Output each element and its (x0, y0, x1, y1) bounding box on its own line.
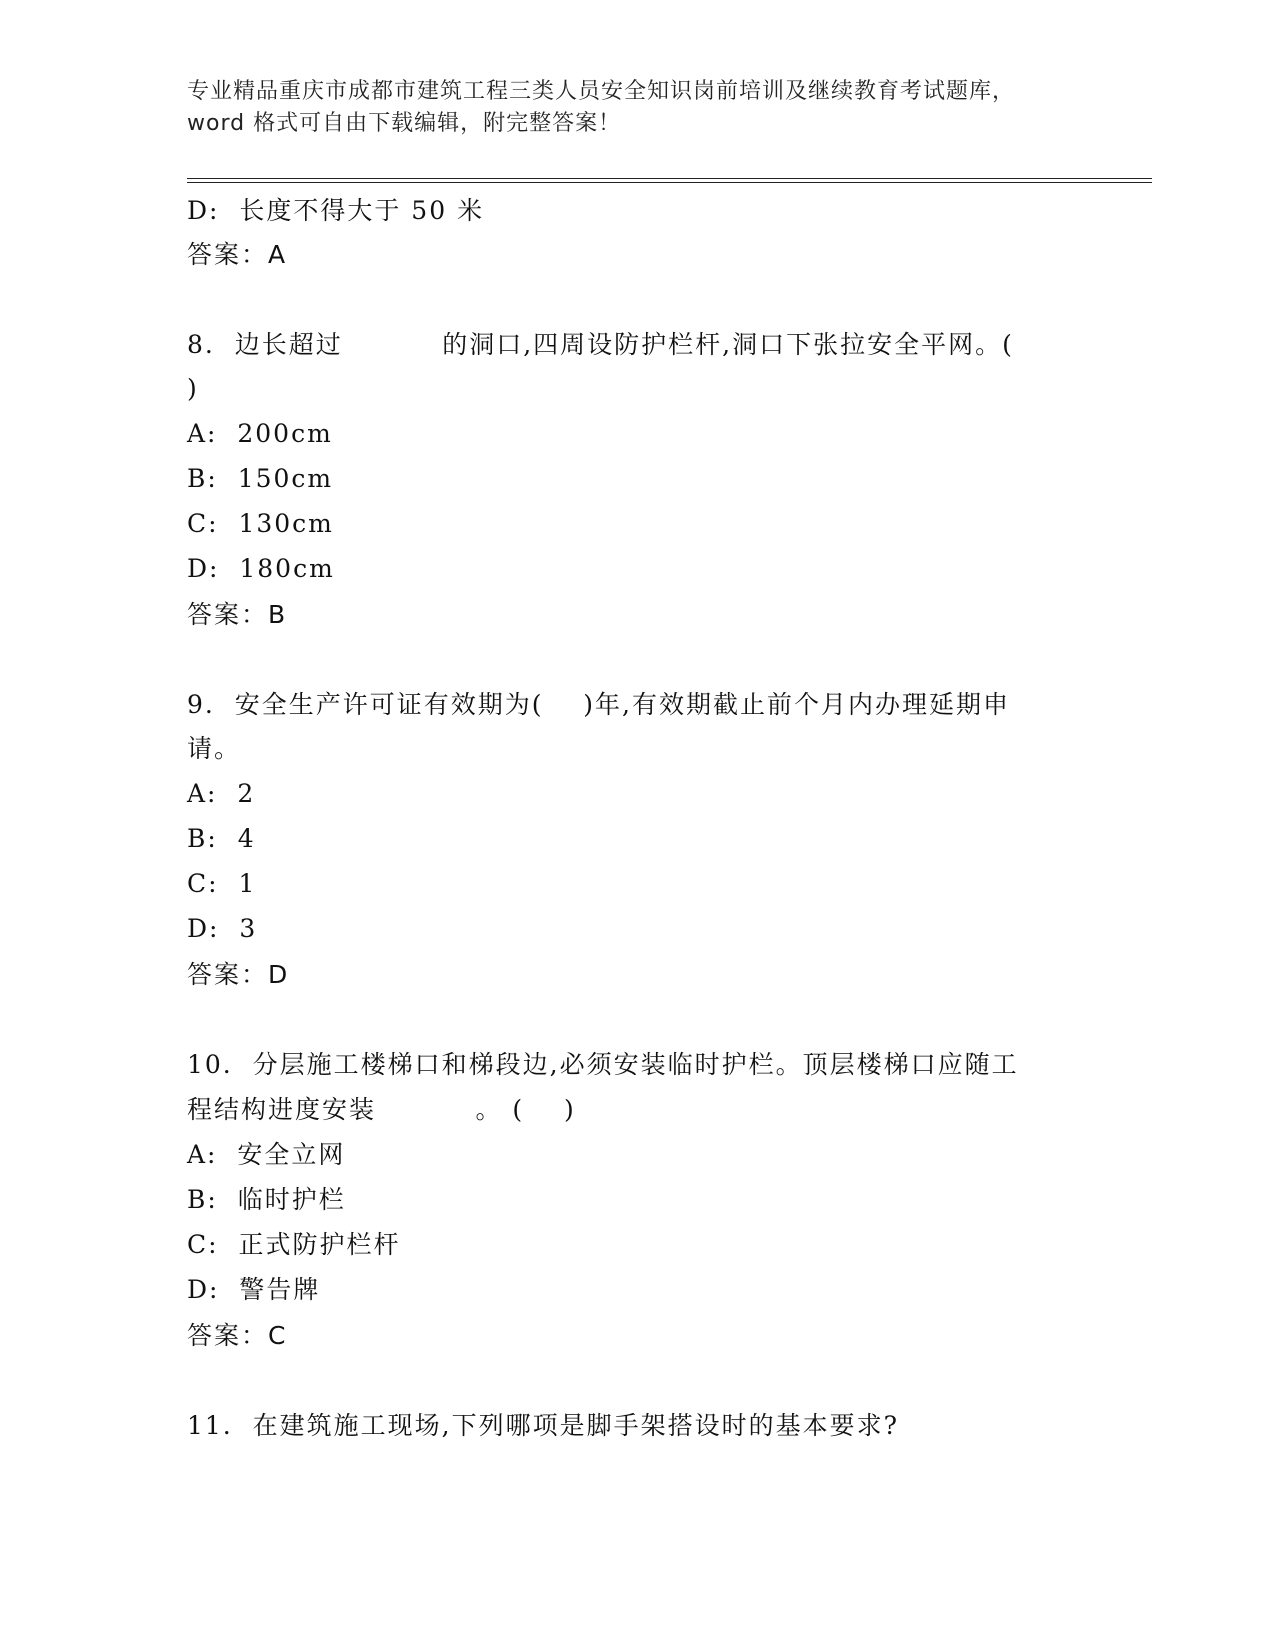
q8-option-a: A: 200cm (187, 419, 333, 448)
q8-stem-line2: ) (187, 374, 199, 403)
header-title-line1: 专业精品重庆市成都市建筑工程三类人员安全知识岗前培训及继续教育考试题库， (187, 79, 1016, 104)
q9-option-c: C: 1 (187, 869, 257, 898)
q11-stem-line1: 11. 在建筑施工现场,下列哪项是脚手架搭设时的基本要求? (187, 1411, 900, 1440)
q10-option-c: C: 正式防护栏杆 (187, 1230, 401, 1259)
q8-option-d: D: 180cm (187, 554, 335, 583)
q10-option-d: D: 警告牌 (187, 1275, 321, 1304)
q10-answer: 答案：C (187, 1321, 288, 1350)
q9-option-d: D: 3 (187, 914, 258, 943)
header-divider-bottom (187, 182, 1152, 183)
q10-stem-line1: 10. 分层施工楼梯口和梯段边,必须安装临时护栏。顶层楼梯口应随工 (187, 1050, 1019, 1079)
q8-option-b: B: 150cm (187, 464, 334, 493)
header-title-line2: word 格式可自由下载编辑，附完整答案！ (187, 111, 622, 136)
q9-stem-line1: 9. 安全生产许可证有效期为( )年,有效期截止前个月内办理延期申 (187, 690, 1010, 719)
q10-stem-line2: 程结构进度安装 。 ( ) (187, 1095, 576, 1124)
q8-answer: 答案：B (187, 600, 288, 629)
q9-option-b: B: 4 (187, 824, 256, 853)
q10-option-b: B: 临时护栏 (187, 1185, 346, 1214)
q9-stem-line2: 请。 (187, 734, 242, 763)
q10-option-a: A: 安全立网 (187, 1140, 346, 1169)
q8-option-c: C: 130cm (187, 509, 334, 538)
prev-option-d: D: 长度不得大于 50 米 (187, 196, 485, 225)
prev-answer: 答案：A (187, 240, 288, 269)
q8-stem-line1: 8. 边长超过 的洞口,四周设防护栏杆,洞口下张拉安全平网。( (187, 330, 1014, 359)
header-divider-top (187, 178, 1152, 179)
document-header (187, 76, 1067, 140)
q9-option-a: A: 2 (187, 779, 256, 808)
q9-answer: 答案：D (187, 960, 290, 989)
